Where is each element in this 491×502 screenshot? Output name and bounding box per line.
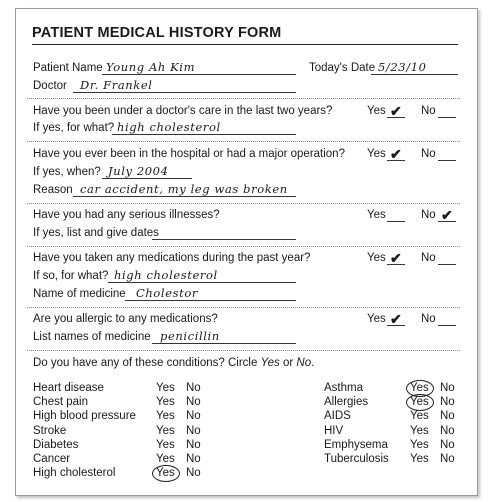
- condition-name: Asthma: [324, 382, 363, 394]
- q2-reason-label: Reason: [33, 184, 73, 196]
- doctor-line: [73, 92, 296, 93]
- q1-followup-value[interactable]: high cholesterol: [117, 120, 221, 134]
- q4-medicine-value[interactable]: Cholestor: [136, 286, 198, 300]
- section-divider: [27, 307, 460, 308]
- q2-when-label: If yes, when?: [33, 166, 101, 178]
- q2-reason-line: [73, 196, 296, 197]
- condition-no-option[interactable]: No: [186, 453, 201, 465]
- q3-no-label: No: [421, 209, 436, 221]
- todays-date-label: Today's Date: [309, 62, 376, 74]
- condition-yes-option[interactable]: Yes: [156, 453, 175, 465]
- q5-followup-label: List names of medicine: [33, 331, 151, 343]
- condition-yes-option[interactable]: Yes: [410, 424, 429, 437]
- doctor-label: Doctor: [33, 80, 67, 92]
- conditions-prompt-yes: Yes: [260, 357, 280, 369]
- q2-no-label: No: [421, 148, 436, 160]
- condition-yes-option[interactable]: Yes: [156, 382, 175, 394]
- q3-question: Have you had any serious illnesses?: [33, 209, 220, 221]
- section-divider: [27, 350, 460, 351]
- patient-name-line: [102, 74, 296, 75]
- q3-followup-line[interactable]: [152, 239, 296, 240]
- condition-no-option[interactable]: No: [186, 396, 201, 409]
- condition-name: Emphysema: [324, 438, 388, 451]
- patient-name-value[interactable]: Young Ah Kim: [106, 60, 196, 74]
- todays-date-value[interactable]: 5/23/10: [378, 60, 427, 74]
- condition-name: Diabetes: [33, 438, 79, 451]
- condition-no-option[interactable]: No: [440, 424, 455, 437]
- condition-name: Chest pain: [33, 396, 88, 409]
- condition-no-option[interactable]: No: [440, 438, 455, 451]
- q3-followup-label: If yes, list and give dates: [33, 227, 159, 239]
- condition-yes-option[interactable]: Yes: [156, 438, 175, 451]
- condition-name: HIV: [324, 424, 344, 437]
- q4-no-label: No: [421, 252, 436, 264]
- q4-medicine-line: [125, 300, 296, 301]
- q4-yes-label: Yes: [367, 252, 386, 264]
- q2-when-value[interactable]: July 2004: [108, 164, 169, 178]
- q5-question: Are you allergic to any medications?: [33, 313, 218, 325]
- q4-no-blank[interactable]: [438, 264, 456, 265]
- condition-no-option[interactable]: No: [186, 467, 201, 480]
- section-divider: [27, 98, 460, 99]
- q1-followup-line: [112, 134, 296, 135]
- condition-no-option[interactable]: No: [186, 438, 201, 451]
- q1-yes-checkmark: ✔: [390, 103, 402, 119]
- conditions-prompt: Do you have any of these conditions? Circle Yes or No.: [33, 357, 315, 369]
- condition-yes-option[interactable]: Yes: [410, 410, 429, 423]
- section-divider: [27, 246, 460, 247]
- todays-date-line: [371, 74, 458, 75]
- q2-yes-label: Yes: [367, 148, 386, 160]
- q4-yes-checkmark: ✔: [390, 250, 402, 266]
- condition-no-option[interactable]: No: [186, 382, 201, 394]
- doctor-value[interactable]: Dr. Frankel: [80, 78, 153, 92]
- condition-yes-option[interactable]: Yes: [410, 396, 429, 409]
- q2-when-line: [102, 178, 192, 179]
- condition-no-option[interactable]: No: [186, 424, 201, 437]
- q3-no-checkmark: ✔: [441, 207, 453, 223]
- condition-no-option[interactable]: No: [440, 453, 455, 465]
- condition-name: Cancer: [33, 453, 71, 465]
- q5-no-label: No: [421, 313, 436, 325]
- q5-followup-value[interactable]: penicillin: [160, 329, 220, 343]
- q1-question: Have you been under a doctor's care in the last two years?: [33, 105, 333, 117]
- q5-followup-line: [152, 343, 296, 344]
- condition-no-option[interactable]: No: [440, 410, 455, 423]
- condition-name: Tuberculosis: [324, 453, 389, 465]
- condition-name: Stroke: [33, 424, 67, 437]
- condition-name: Heart disease: [33, 382, 104, 394]
- q4-followup-line: [108, 282, 296, 283]
- condition-no-option[interactable]: No: [440, 396, 455, 409]
- q4-followup-value[interactable]: high cholesterol: [114, 268, 218, 282]
- condition-yes-option[interactable]: Yes: [410, 438, 429, 451]
- condition-name: High cholesterol: [33, 467, 116, 480]
- condition-name: High blood pressure: [33, 410, 136, 423]
- q2-no-blank[interactable]: [438, 160, 456, 161]
- q4-medicine-label: Name of medicine: [33, 288, 126, 300]
- section-divider: [27, 141, 460, 142]
- q4-followup-label: If so, for what?: [33, 270, 109, 282]
- form-title: PATIENT MEDICAL HISTORY FORM: [32, 25, 458, 45]
- q3-yes-blank[interactable]: [387, 221, 405, 222]
- q2-question: Have you ever been in the hospital or had a major operation?: [33, 148, 345, 160]
- q1-followup-label: If yes, for what?: [33, 122, 115, 134]
- conditions-prompt-no: No: [296, 357, 312, 369]
- condition-yes-option[interactable]: Yes: [156, 467, 175, 480]
- condition-yes-option[interactable]: Yes: [410, 382, 429, 394]
- q2-reason-value[interactable]: car accident, my leg was broken: [80, 182, 288, 196]
- condition-no-option[interactable]: No: [440, 382, 455, 394]
- q5-no-blank[interactable]: [438, 325, 456, 326]
- condition-no-option[interactable]: No: [186, 410, 201, 423]
- q5-yes-checkmark: ✔: [390, 311, 402, 327]
- q3-yes-label: Yes: [367, 209, 386, 221]
- condition-yes-option[interactable]: Yes: [156, 396, 175, 409]
- condition-name: Allergies: [324, 396, 369, 409]
- q4-question: Have you taken any medications during the past year?: [33, 252, 311, 264]
- condition-yes-option[interactable]: Yes: [156, 424, 175, 437]
- q2-yes-checkmark: ✔: [390, 146, 402, 162]
- section-divider: [27, 203, 460, 204]
- patient-name-label: Patient Name: [33, 62, 103, 74]
- q5-yes-label: Yes: [367, 313, 386, 325]
- q1-yes-label: Yes: [367, 105, 386, 117]
- q1-no-blank[interactable]: [438, 117, 456, 118]
- condition-yes-option[interactable]: Yes: [156, 410, 175, 423]
- condition-name: AIDS: [324, 410, 351, 423]
- condition-yes-option[interactable]: Yes: [410, 453, 429, 465]
- q1-no-label: No: [421, 105, 436, 117]
